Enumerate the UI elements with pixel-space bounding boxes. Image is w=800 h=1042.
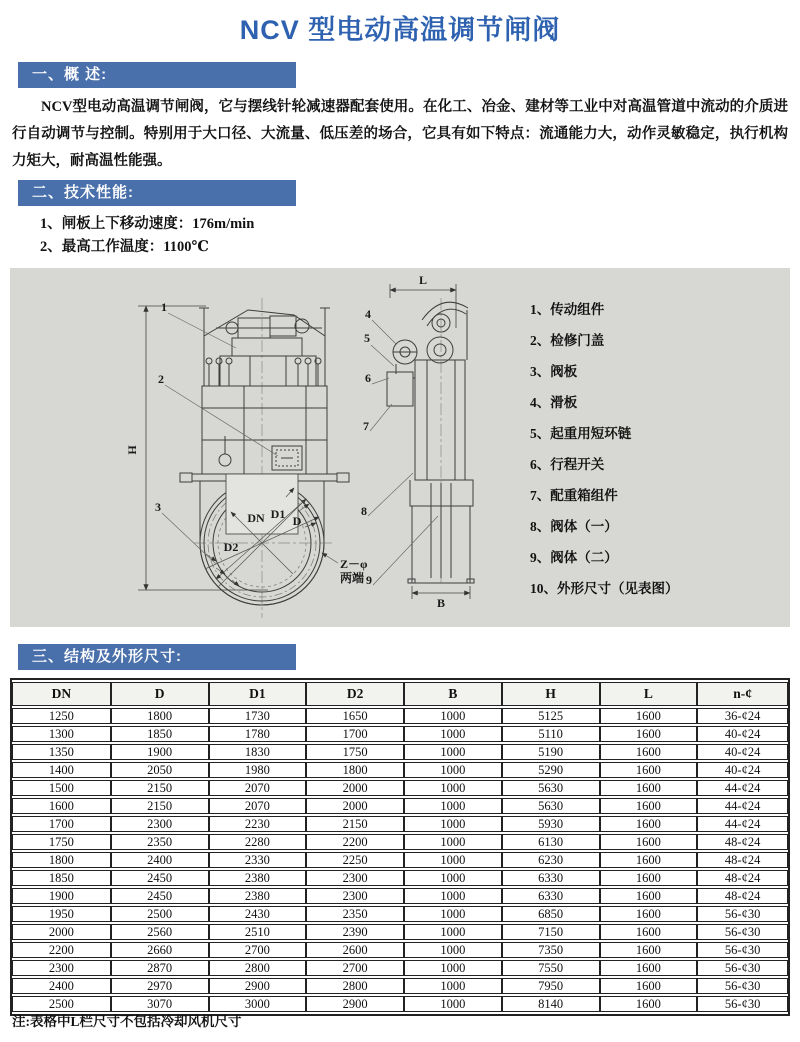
table-header-cell: DN [12, 682, 111, 706]
table-row [12, 708, 788, 724]
table-cell-nphi: 48-¢24 [697, 888, 788, 904]
table-cell-dn: 1850 [12, 870, 111, 886]
table-cell-h: 5290 [502, 762, 600, 778]
table-cell-d1: 2430 [209, 906, 307, 922]
table-cell-dn: 1250 [12, 708, 111, 724]
table-cell-dn: 1300 [12, 726, 111, 742]
table-row [12, 978, 788, 994]
table-cell-nphi: 56-¢30 [697, 942, 788, 958]
table-cell-d2: 2000 [306, 780, 404, 796]
callout-7: 7 [363, 419, 369, 433]
table-cell-nphi: 56-¢30 [697, 996, 788, 1012]
table-cell-nphi: 36-¢24 [697, 708, 788, 724]
table-cell-dn: 1600 [12, 798, 111, 814]
table-row [12, 816, 788, 832]
callout-6: 6 [365, 371, 371, 385]
table-cell-d1: 2070 [209, 780, 307, 796]
table-cell-d2: 2150 [306, 816, 404, 832]
table-cell-b: 1000 [404, 816, 502, 832]
callout-8: 8 [361, 504, 367, 518]
table-row [12, 924, 788, 940]
table-cell-dn: 1350 [12, 744, 111, 760]
table-cell-nphi: 56-¢30 [697, 960, 788, 976]
parts-list-item: 4、滑板 [530, 395, 578, 410]
table-cell-b: 1000 [404, 924, 502, 940]
table-cell-d2: 2000 [306, 798, 404, 814]
table-cell-d: 2400 [111, 852, 209, 868]
table-cell-l: 1600 [600, 870, 698, 886]
table-cell-nphi: 40-¢24 [697, 744, 788, 760]
table-cell-d: 3070 [111, 996, 209, 1012]
table-cell-d: 2970 [111, 978, 209, 994]
table-cell-d: 2660 [111, 942, 209, 958]
table-cell-dn: 2200 [12, 942, 111, 958]
table-cell-b: 1000 [404, 942, 502, 958]
table-cell-dn: 1700 [12, 816, 111, 832]
table-cell-d: 2450 [111, 888, 209, 904]
table-cell-b: 1000 [404, 996, 502, 1012]
callout-5: 5 [364, 331, 370, 345]
table-cell-b: 1000 [404, 762, 502, 778]
table-cell-h: 7350 [502, 942, 600, 958]
table-header-cell: L [600, 682, 698, 706]
dim-label-d2: D2 [223, 540, 239, 554]
table-header-cell: D2 [306, 682, 404, 706]
table-cell-l: 1600 [600, 762, 698, 778]
callout-2: 2 [158, 372, 164, 386]
table-cell-d1: 2070 [209, 798, 307, 814]
performance-item: 1、闸板上下移动速度：176m/min [40, 216, 255, 232]
table-cell-d: 2450 [111, 870, 209, 886]
page-title: NCV 型电动高温调节闸阀 [239, 15, 561, 45]
table-cell-b: 1000 [404, 798, 502, 814]
table-cell-h: 5930 [502, 816, 600, 832]
table-cell-d1: 2380 [209, 870, 307, 886]
table-cell-dn: 1800 [12, 852, 111, 868]
table-cell-b: 1000 [404, 726, 502, 742]
table-cell-d: 2050 [111, 762, 209, 778]
table-cell-d1: 2510 [209, 924, 307, 940]
table-cell-nphi: 40-¢24 [697, 762, 788, 778]
table-cell-nphi: 48-¢24 [697, 852, 788, 868]
table-cell-dn: 2500 [12, 996, 111, 1012]
table-cell-b: 1000 [404, 906, 502, 922]
table-cell-d2: 1700 [306, 726, 404, 742]
table-cell-d: 2500 [111, 906, 209, 922]
table-cell-dn: 2000 [12, 924, 111, 940]
table-cell-l: 1600 [600, 708, 698, 724]
table-cell-d1: 2380 [209, 888, 307, 904]
table-row [12, 798, 788, 814]
table-cell-d1: 2280 [209, 834, 307, 850]
section-heading-dimensions: 三、结构及外形尺寸: [18, 644, 296, 670]
table-cell-d1: 1780 [209, 726, 307, 742]
table-cell-l: 1600 [600, 744, 698, 760]
table-cell-l: 1600 [600, 780, 698, 796]
table-cell-h: 7550 [502, 960, 600, 976]
table-cell-l: 1600 [600, 798, 698, 814]
table-row [12, 906, 788, 922]
table-cell-dn: 1500 [12, 780, 111, 796]
dim-label-dn: DN [247, 511, 265, 525]
overview-paragraph: NCV型电动高温调节闸阀，它与摆线针轮减速器配套使用。在化工、冶金、建材等工业中对高温管道中流动的介质进行自动调节与控制。特别用于大口径、大流量、低压差的场合，它具有如下特点：流通能力大，动作灵敏稳定，执行机构力矩大，耐高温性能强。 [12, 99, 788, 169]
table-cell-h: 5110 [502, 726, 600, 742]
callout-1: 1 [161, 300, 167, 314]
table-cell-l: 1600 [600, 726, 698, 742]
table-cell-d1: 2230 [209, 816, 307, 832]
table-row [12, 834, 788, 850]
table-cell-d: 2350 [111, 834, 209, 850]
table-cell-d1: 2330 [209, 852, 307, 868]
table-cell-b: 1000 [404, 852, 502, 868]
table-cell-d2: 2200 [306, 834, 404, 850]
parts-list-item: 8、阀体（一） [530, 519, 618, 534]
table-cell-h: 7950 [502, 978, 600, 994]
table-cell-l: 1600 [600, 852, 698, 868]
performance-item: 2、最高工作温度：1100℃ [40, 239, 209, 255]
table-header-cell: n-¢ [697, 682, 788, 706]
table-cell-d2: 2900 [306, 996, 404, 1012]
table-cell-l: 1600 [600, 888, 698, 904]
diagram-panel [10, 268, 790, 627]
table-cell-nphi: 56-¢30 [697, 906, 788, 922]
parts-list-item: 3、阀板 [530, 364, 578, 379]
table-cell-h: 5125 [502, 708, 600, 724]
table-cell-b: 1000 [404, 780, 502, 796]
table-row [12, 888, 788, 904]
table-cell-h: 6850 [502, 906, 600, 922]
performance-list [40, 213, 254, 259]
table-cell-d1: 1980 [209, 762, 307, 778]
table-cell-h: 6130 [502, 834, 600, 850]
table-cell-nphi: 48-¢24 [697, 870, 788, 886]
table-cell-h: 6230 [502, 852, 600, 868]
table-header-cell: B [404, 682, 502, 706]
section-heading-performance: 二、技术性能: [18, 180, 296, 206]
table-cell-dn: 1900 [12, 888, 111, 904]
table-cell-d: 2300 [111, 816, 209, 832]
parts-list [530, 294, 785, 604]
table-cell-l: 1600 [600, 960, 698, 976]
parts-list-item: 10、外形尺寸（见表图） [530, 581, 679, 596]
table-row [12, 942, 788, 958]
table-cell-nphi: 44-¢24 [697, 816, 788, 832]
table-cell-b: 1000 [404, 960, 502, 976]
table-row [12, 744, 788, 760]
table-cell-h: 7150 [502, 924, 600, 940]
table-cell-h: 6330 [502, 888, 600, 904]
table-cell-h: 5630 [502, 780, 600, 796]
table-cell-d2: 2700 [306, 960, 404, 976]
table-cell-d2: 2300 [306, 870, 404, 886]
table-cell-h: 5190 [502, 744, 600, 760]
table-header-cell: D1 [209, 682, 307, 706]
table-cell-d1: 2800 [209, 960, 307, 976]
table-cell-b: 1000 [404, 744, 502, 760]
dim-label-l: L [418, 273, 428, 287]
table-cell-d2: 2350 [306, 906, 404, 922]
table-row [12, 762, 788, 778]
table-cell-d: 2870 [111, 960, 209, 976]
table-cell-nphi: 44-¢24 [697, 780, 788, 796]
table-cell-b: 1000 [404, 870, 502, 886]
dim-label-d1: D1 [270, 507, 286, 521]
dim-label-h: H [125, 445, 139, 455]
table-cell-dn: 1400 [12, 762, 111, 778]
table-cell-dn: 1950 [12, 906, 111, 922]
table-cell-nphi: 48-¢24 [697, 834, 788, 850]
callout-4: 4 [365, 307, 371, 321]
table-header-cell: H [502, 682, 600, 706]
table-cell-nphi: 56-¢30 [697, 978, 788, 994]
table-cell-d1: 1830 [209, 744, 307, 760]
section-heading-overview: 一、概 述: [18, 62, 296, 88]
table-cell-l: 1600 [600, 978, 698, 994]
bolt-spec-label-2: 两端 [340, 571, 365, 585]
table-cell-nphi: 44-¢24 [697, 798, 788, 814]
table-cell-d1: 3000 [209, 996, 307, 1012]
table-cell-d: 1900 [111, 744, 209, 760]
table-cell-nphi: 40-¢24 [697, 726, 788, 742]
table-cell-b: 1000 [404, 834, 502, 850]
bolt-spec-label: Z－φ [340, 557, 368, 571]
table-cell-nphi: 56-¢30 [697, 924, 788, 940]
table-cell-l: 1600 [600, 834, 698, 850]
table-row [12, 726, 788, 742]
table-row [12, 852, 788, 868]
parts-list-item: 1、传动组件 [530, 302, 605, 317]
table-row [12, 960, 788, 976]
table-cell-b: 1000 [404, 708, 502, 724]
table-cell-d: 2150 [111, 798, 209, 814]
table-cell-d: 1850 [111, 726, 209, 742]
table-cell-h: 8140 [502, 996, 600, 1012]
table-cell-dn: 1750 [12, 834, 111, 850]
table-cell-l: 1600 [600, 942, 698, 958]
table-cell-d1: 2700 [209, 942, 307, 958]
table-cell-h: 5630 [502, 798, 600, 814]
table-cell-dn: 2400 [12, 978, 111, 994]
parts-list-item: 6、行程开关 [530, 457, 605, 472]
table-cell-dn: 2300 [12, 960, 111, 976]
table-note: 注:表格中L栏尺寸不包括冷却风机尺寸 [12, 1014, 242, 1029]
table-cell-l: 1600 [600, 906, 698, 922]
table-header-cell: D [111, 682, 209, 706]
table-cell-d2: 2250 [306, 852, 404, 868]
table-cell-d2: 2800 [306, 978, 404, 994]
table-cell-d2: 1650 [306, 708, 404, 724]
table-cell-d2: 2300 [306, 888, 404, 904]
table-cell-d1: 1730 [209, 708, 307, 724]
parts-list-item: 5、起重用短环链 [530, 426, 632, 441]
table-cell-d2: 2600 [306, 942, 404, 958]
table-row [12, 780, 788, 796]
parts-list-item: 7、配重箱组件 [530, 488, 618, 503]
dimension-table-body [12, 708, 788, 1012]
table-cell-d2: 2390 [306, 924, 404, 940]
table-cell-b: 1000 [404, 888, 502, 904]
table-cell-d2: 1800 [306, 762, 404, 778]
table-row [12, 870, 788, 886]
table-cell-b: 1000 [404, 978, 502, 994]
parts-list-item: 2、检修门盖 [530, 333, 605, 348]
table-cell-d: 2150 [111, 780, 209, 796]
table-cell-d: 2560 [111, 924, 209, 940]
dimension-table [10, 678, 790, 1016]
table-cell-h: 6330 [502, 870, 600, 886]
callout-3: 3 [155, 500, 161, 514]
dim-label-d: D [292, 514, 302, 528]
dim-label-b: B [436, 596, 446, 610]
callout-9: 9 [366, 573, 372, 587]
table-cell-d2: 1750 [306, 744, 404, 760]
table-cell-d1: 2900 [209, 978, 307, 994]
table-cell-d: 1800 [111, 708, 209, 724]
table-cell-l: 1600 [600, 996, 698, 1012]
table-header-row [12, 682, 788, 706]
table-cell-l: 1600 [600, 816, 698, 832]
table-cell-l: 1600 [600, 924, 698, 940]
parts-list-item: 9、阀体（二） [530, 550, 618, 565]
